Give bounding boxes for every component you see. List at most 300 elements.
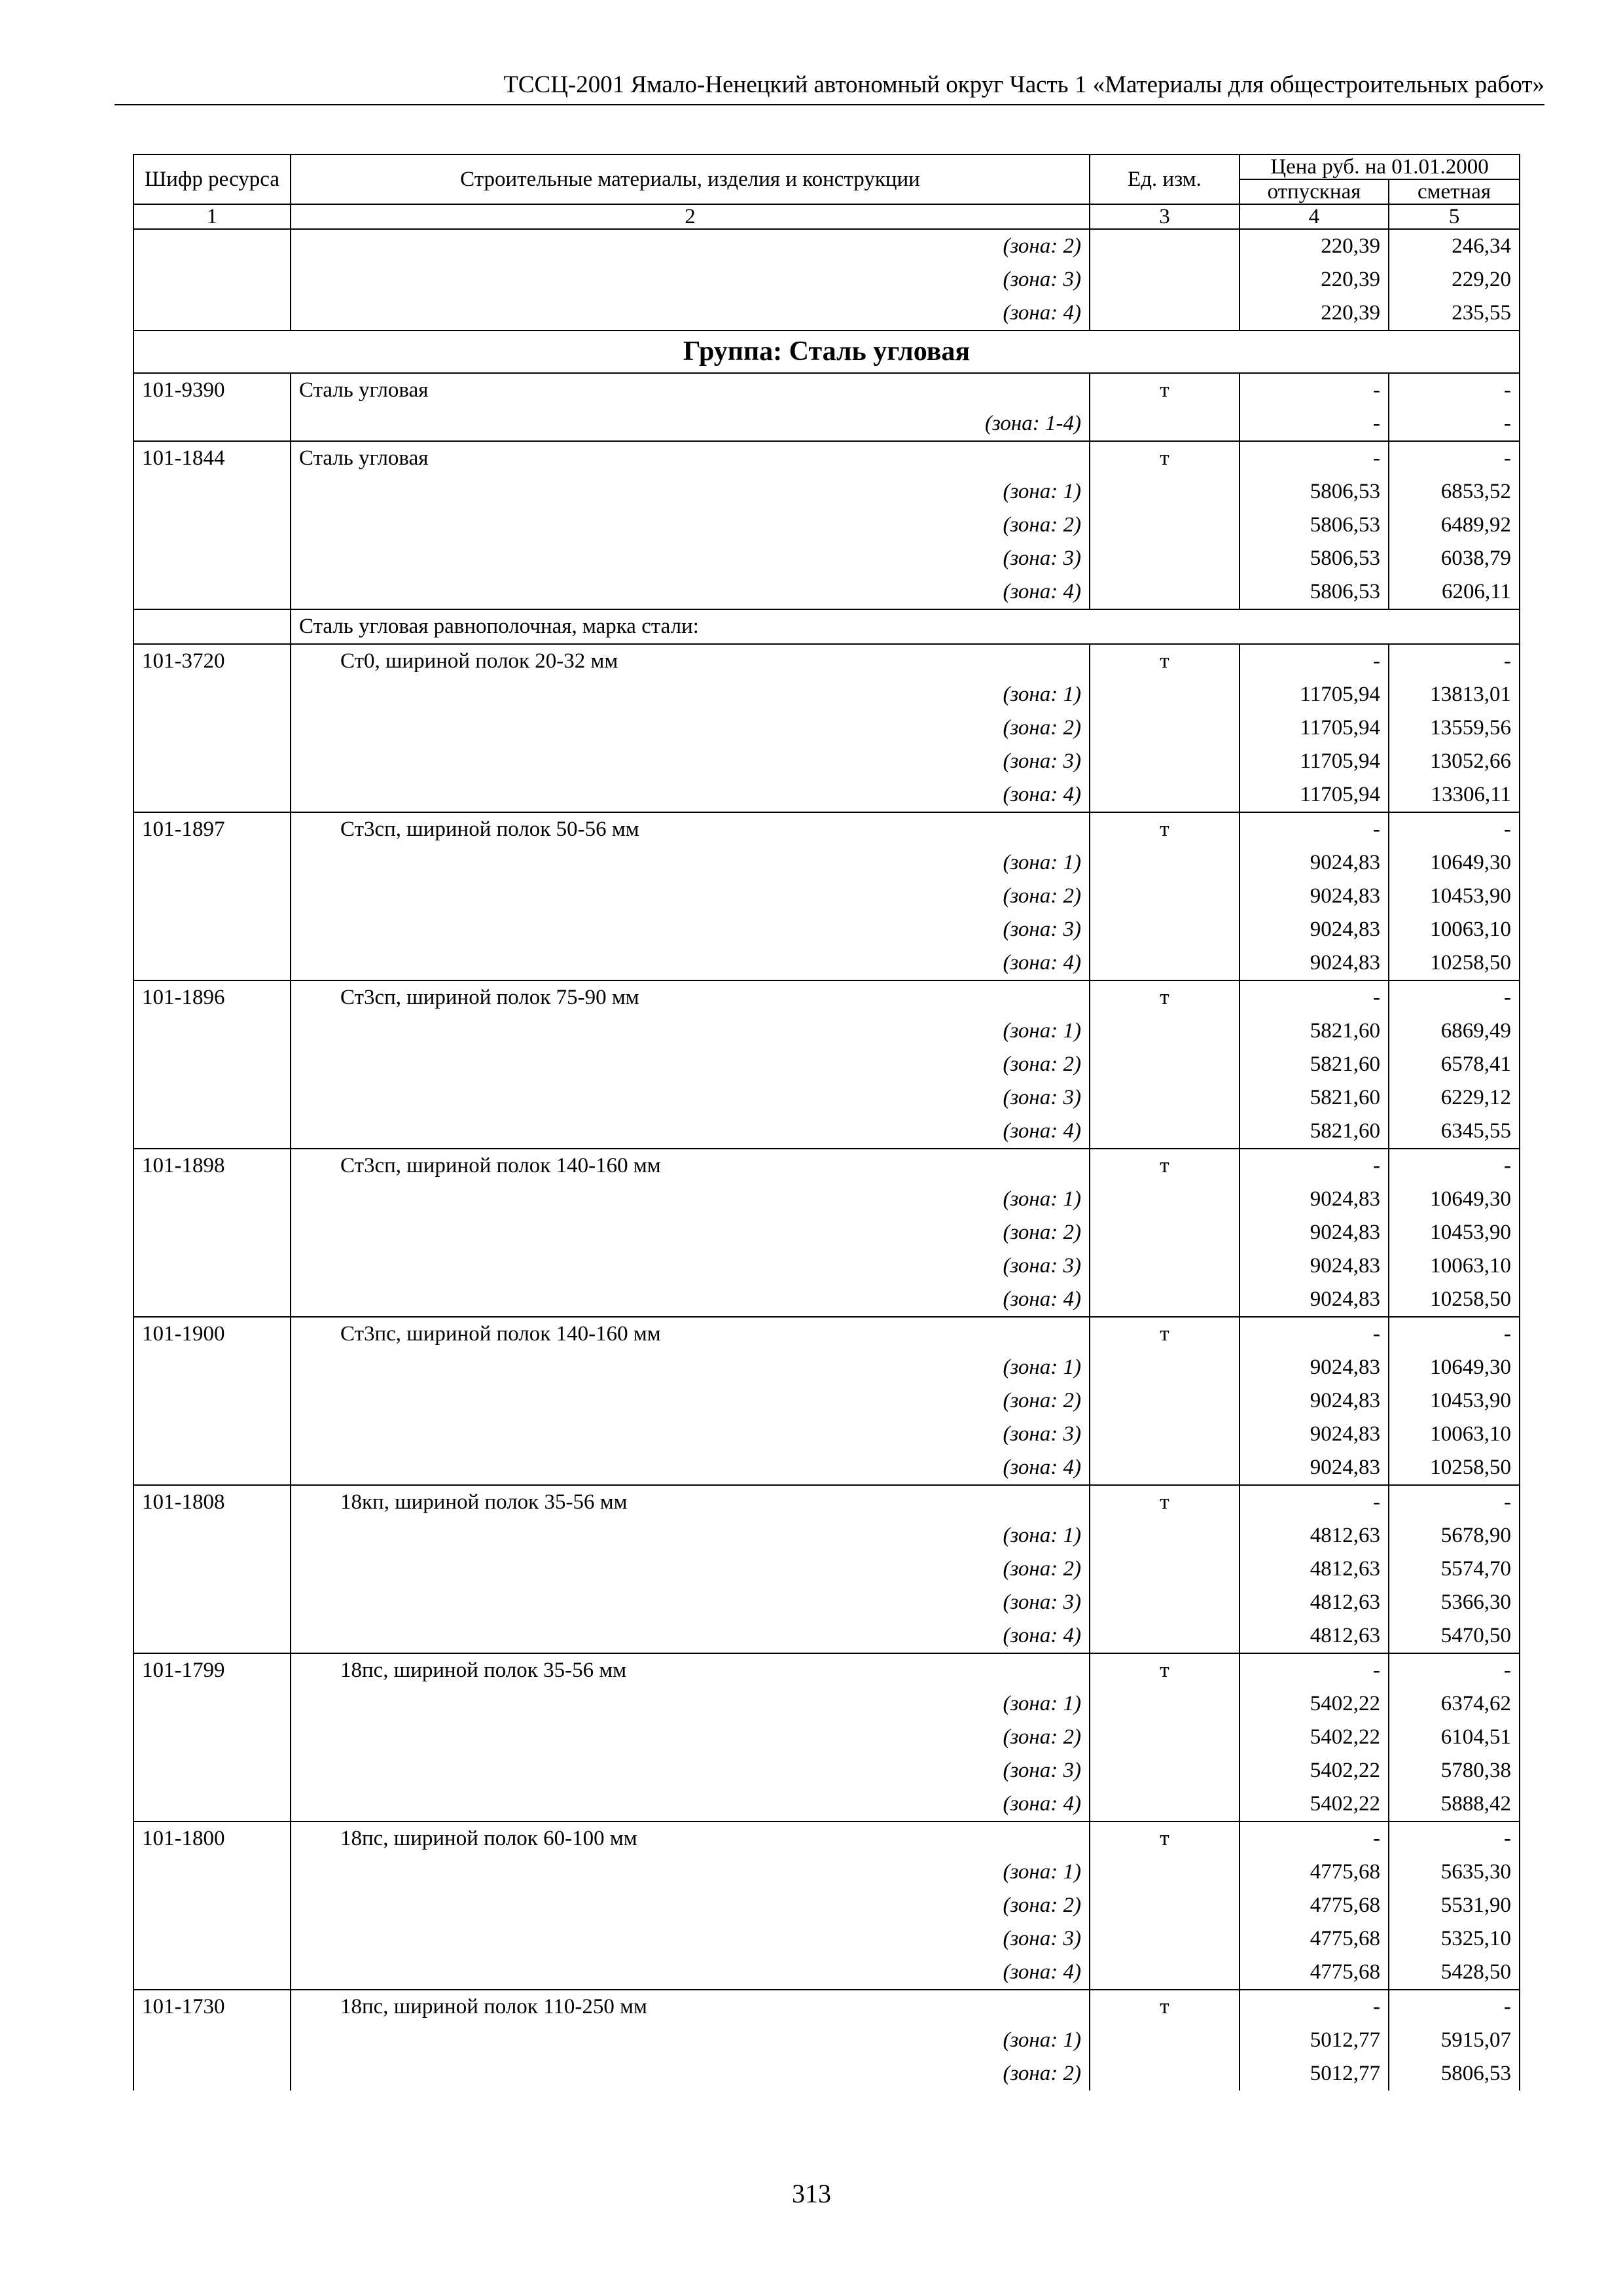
zone-label: (зона: 2) <box>291 1048 1090 1081</box>
material-name: Ст3сп, шириной полок 140-160 мм <box>291 1149 1090 1183</box>
release-price-cell: 5821,60 <box>1240 1081 1389 1115</box>
estimate-price-cell: 235,55 <box>1389 296 1520 331</box>
col-number-3: 3 <box>1090 204 1240 229</box>
release-price-cell: 5402,22 <box>1240 1687 1389 1721</box>
table-row <box>134 441 1520 475</box>
zone-row <box>134 1081 1520 1115</box>
release-price-cell: 4812,63 <box>1240 1552 1389 1586</box>
estimate-price-cell: - <box>1389 812 1520 846</box>
release-price-cell: 4812,63 <box>1240 1619 1389 1653</box>
release-price-cell: 11705,94 <box>1240 711 1389 745</box>
unit-cell <box>1090 1183 1240 1216</box>
zone-row <box>134 678 1520 711</box>
resource-code-cell <box>134 1519 291 1552</box>
zone-row <box>134 1956 1520 1990</box>
resource-code-cell <box>134 407 291 441</box>
zone-row <box>134 1619 1520 1653</box>
resource-code-cell <box>134 542 291 575</box>
estimate-price-cell: 5888,42 <box>1389 1787 1520 1821</box>
resource-code-cell <box>134 1451 291 1485</box>
resource-code-cell <box>134 946 291 980</box>
col-number-5: 5 <box>1389 204 1520 229</box>
estimate-price-cell: 246,34 <box>1389 229 1520 263</box>
table-row <box>134 1149 1520 1183</box>
resource-code-cell <box>134 1283 291 1317</box>
estimate-price-cell: 13559,56 <box>1389 711 1520 745</box>
group-header-row <box>134 331 1520 373</box>
resource-code-cell: 101-1808 <box>134 1485 291 1519</box>
unit-cell <box>1090 2024 1240 2057</box>
zone-label: (зона: 1-4) <box>291 407 1090 441</box>
unit-cell <box>1090 1619 1240 1653</box>
resource-code-cell <box>134 296 291 331</box>
estimate-price-cell: 5470,50 <box>1389 1619 1520 1653</box>
zone-row <box>134 2024 1520 2057</box>
zone-label: (зона: 2) <box>291 509 1090 542</box>
resource-code-cell <box>134 1754 291 1787</box>
unit-cell <box>1090 1451 1240 1485</box>
table-row <box>134 812 1520 846</box>
resource-code-cell <box>134 509 291 542</box>
subgroup-title: Сталь угловая равнополочная, марка стали: <box>291 609 1520 644</box>
estimate-price-cell: 10649,30 <box>1389 846 1520 880</box>
estimate-price-cell: 10063,10 <box>1389 913 1520 946</box>
resource-code-cell <box>134 1351 291 1384</box>
estimate-price-cell: 6345,55 <box>1389 1115 1520 1149</box>
zone-label: (зона: 2) <box>291 1216 1090 1249</box>
resource-code-cell: 101-1799 <box>134 1653 291 1687</box>
unit-cell: т <box>1090 1317 1240 1351</box>
resource-code-cell <box>134 678 291 711</box>
unit-cell <box>1090 1216 1240 1249</box>
release-price-cell: - <box>1240 373 1389 407</box>
zone-row <box>134 1519 1520 1552</box>
estimate-price-cell: 5366,30 <box>1389 1586 1520 1619</box>
resource-code-cell: 101-9390 <box>134 373 291 407</box>
release-price-cell: - <box>1240 980 1389 1014</box>
release-price-cell: 9024,83 <box>1240 1249 1389 1283</box>
unit-cell <box>1090 1787 1240 1821</box>
unit-cell: т <box>1090 373 1240 407</box>
unit-cell <box>1090 946 1240 980</box>
unit-cell: т <box>1090 1485 1240 1519</box>
unit-cell <box>1090 1283 1240 1317</box>
zone-label: (зона: 2) <box>291 1889 1090 1922</box>
zone-row <box>134 1721 1520 1754</box>
estimate-price-cell: 10258,50 <box>1389 1451 1520 1485</box>
col-header-name: Строительные материалы, изделия и конструкции <box>291 154 1090 204</box>
unit-cell <box>1090 1014 1240 1048</box>
release-price-cell: - <box>1240 812 1389 846</box>
release-price-cell: 9024,83 <box>1240 846 1389 880</box>
zone-label: (зона: 4) <box>291 1283 1090 1317</box>
release-price-cell: 220,39 <box>1240 229 1389 263</box>
resource-code-cell <box>134 229 291 263</box>
unit-cell <box>1090 296 1240 331</box>
zone-row <box>134 1451 1520 1485</box>
release-price-cell: - <box>1240 1149 1389 1183</box>
estimate-price-cell: 6038,79 <box>1389 542 1520 575</box>
release-price-cell: 9024,83 <box>1240 1216 1389 1249</box>
release-price-cell: 5402,22 <box>1240 1721 1389 1754</box>
estimate-price-cell: 6869,49 <box>1389 1014 1520 1048</box>
zone-row <box>134 880 1520 913</box>
table-row <box>134 980 1520 1014</box>
resource-code-cell <box>134 2024 291 2057</box>
zone-label: (зона: 4) <box>291 1956 1090 1990</box>
estimate-price-cell: 6853,52 <box>1389 475 1520 509</box>
zone-row <box>134 846 1520 880</box>
release-price-cell: 9024,83 <box>1240 1418 1389 1451</box>
release-price-cell: - <box>1240 1653 1389 1687</box>
zone-label: (зона: 4) <box>291 1115 1090 1149</box>
release-price-cell: 5806,53 <box>1240 575 1389 609</box>
release-price-cell: 5806,53 <box>1240 509 1389 542</box>
release-price-cell: 9024,83 <box>1240 1351 1389 1384</box>
zone-label: (зона: 4) <box>291 778 1090 812</box>
material-name: 18кп, шириной полок 35-56 мм <box>291 1485 1090 1519</box>
release-price-cell: - <box>1240 644 1389 678</box>
unit-cell: т <box>1090 441 1240 475</box>
release-price-cell: 220,39 <box>1240 263 1389 296</box>
release-price-cell: - <box>1240 1821 1389 1856</box>
estimate-price-cell: 10258,50 <box>1389 1283 1520 1317</box>
zone-row <box>134 407 1520 441</box>
unit-cell: т <box>1090 1821 1240 1856</box>
zone-row <box>134 296 1520 331</box>
estimate-price-cell: - <box>1389 373 1520 407</box>
resource-code-cell <box>134 846 291 880</box>
col-header-estimate-price: сметная <box>1389 179 1520 204</box>
zone-label: (зона: 1) <box>291 2024 1090 2057</box>
resource-code-cell <box>134 1889 291 1922</box>
estimate-price-cell: 10063,10 <box>1389 1249 1520 1283</box>
estimate-price-cell: - <box>1389 1485 1520 1519</box>
estimate-price-cell: 10063,10 <box>1389 1418 1520 1451</box>
unit-cell <box>1090 1956 1240 1990</box>
col-header-release-price: отпускная <box>1240 179 1389 204</box>
estimate-price-cell: 10649,30 <box>1389 1183 1520 1216</box>
resource-code-cell: 101-1844 <box>134 441 291 475</box>
zone-label: (зона: 2) <box>291 229 1090 263</box>
estimate-price-cell: 13306,11 <box>1389 778 1520 812</box>
resource-code-cell <box>134 1856 291 1889</box>
release-price-cell: 5806,53 <box>1240 475 1389 509</box>
estimate-price-cell: - <box>1389 1149 1520 1183</box>
resource-code-cell <box>134 1216 291 1249</box>
zone-row <box>134 1552 1520 1586</box>
unit-cell <box>1090 229 1240 263</box>
zone-label: (зона: 1) <box>291 1687 1090 1721</box>
zone-row <box>134 1216 1520 1249</box>
zone-row <box>134 1183 1520 1216</box>
col-number-2: 2 <box>291 204 1090 229</box>
zone-row <box>134 1249 1520 1283</box>
unit-cell <box>1090 1418 1240 1451</box>
resource-code-cell <box>134 1922 291 1956</box>
estimate-price-cell: 5780,38 <box>1389 1754 1520 1787</box>
resource-code-cell: 101-3720 <box>134 644 291 678</box>
resource-code-cell <box>134 1586 291 1619</box>
zone-row <box>134 1418 1520 1451</box>
material-name: Сталь угловая <box>291 441 1090 475</box>
resource-code-cell: 101-1897 <box>134 812 291 846</box>
material-name: Ст3сп, шириной полок 50-56 мм <box>291 812 1090 846</box>
estimate-price-cell: 6229,12 <box>1389 1081 1520 1115</box>
resource-code-cell <box>134 1552 291 1586</box>
release-price-cell: - <box>1240 1990 1389 2024</box>
release-price-cell: 5402,22 <box>1240 1787 1389 1821</box>
zone-row <box>134 229 1520 263</box>
release-price-cell: 220,39 <box>1240 296 1389 331</box>
zone-label: (зона: 3) <box>291 913 1090 946</box>
table-body <box>134 229 1520 2090</box>
resource-code-cell <box>134 2057 291 2090</box>
unit-cell <box>1090 1754 1240 1787</box>
release-price-cell: 11705,94 <box>1240 778 1389 812</box>
release-price-cell: 4775,68 <box>1240 1956 1389 1990</box>
zone-row <box>134 1351 1520 1384</box>
unit-cell: т <box>1090 1149 1240 1183</box>
header-divider <box>115 104 1544 105</box>
resource-code-cell <box>134 1081 291 1115</box>
unit-cell <box>1090 1081 1240 1115</box>
zone-label: (зона: 3) <box>291 1249 1090 1283</box>
page-header-title: ТССЦ-2001 Ямало-Ненецкий автономный округ Часть 1 «Материалы для общестроительных работ» <box>503 71 1544 98</box>
resource-code-cell <box>134 1048 291 1081</box>
material-name: 18пс, шириной полок 60-100 мм <box>291 1821 1090 1856</box>
zone-label: (зона: 4) <box>291 946 1090 980</box>
estimate-price-cell: 5806,53 <box>1389 2057 1520 2090</box>
estimate-price-cell: 6374,62 <box>1389 1687 1520 1721</box>
unit-cell <box>1090 1552 1240 1586</box>
estimate-price-cell: 5574,70 <box>1389 1552 1520 1586</box>
unit-cell <box>1090 1351 1240 1384</box>
estimate-price-cell: 10453,90 <box>1389 880 1520 913</box>
unit-cell <box>1090 1889 1240 1922</box>
zone-row <box>134 711 1520 745</box>
release-price-cell: 5821,60 <box>1240 1048 1389 1081</box>
unit-cell: т <box>1090 1653 1240 1687</box>
release-price-cell: 9024,83 <box>1240 1283 1389 1317</box>
resource-code-cell <box>134 1721 291 1754</box>
unit-cell <box>1090 475 1240 509</box>
col-header-code: Шифр ресурса <box>134 154 291 204</box>
resource-code-cell: 101-1730 <box>134 1990 291 2024</box>
release-price-cell: - <box>1240 1317 1389 1351</box>
zone-label: (зона: 1) <box>291 1519 1090 1552</box>
resource-code-cell <box>134 745 291 778</box>
page-number: 313 <box>792 2179 831 2208</box>
unit-cell <box>1090 1249 1240 1283</box>
unit-cell <box>1090 509 1240 542</box>
zone-label: (зона: 1) <box>291 475 1090 509</box>
zone-label: (зона: 2) <box>291 1384 1090 1418</box>
zone-label: (зона: 3) <box>291 1754 1090 1787</box>
release-price-cell: 5012,77 <box>1240 2024 1389 2057</box>
zone-label: (зона: 3) <box>291 1081 1090 1115</box>
zone-row <box>134 263 1520 296</box>
zone-row <box>134 1787 1520 1821</box>
zone-label: (зона: 3) <box>291 1922 1090 1956</box>
zone-row <box>134 946 1520 980</box>
zone-label: (зона: 3) <box>291 1418 1090 1451</box>
zone-label: (зона: 3) <box>291 745 1090 778</box>
zone-label: (зона: 1) <box>291 1183 1090 1216</box>
zone-label: (зона: 4) <box>291 1619 1090 1653</box>
unit-cell <box>1090 575 1240 609</box>
unit-cell <box>1090 1384 1240 1418</box>
table-row <box>134 1317 1520 1351</box>
unit-cell <box>1090 1519 1240 1552</box>
estimate-price-cell: 13813,01 <box>1389 678 1520 711</box>
release-price-cell: 9024,83 <box>1240 913 1389 946</box>
unit-cell <box>1090 1586 1240 1619</box>
resource-code-cell <box>134 575 291 609</box>
estimate-price-cell: 6104,51 <box>1389 1721 1520 1754</box>
release-price-cell: 4775,68 <box>1240 1889 1389 1922</box>
zone-label: (зона: 4) <box>291 575 1090 609</box>
unit-cell <box>1090 2057 1240 2090</box>
resource-code-cell <box>134 913 291 946</box>
table-row <box>134 373 1520 407</box>
resource-code-cell <box>134 880 291 913</box>
resource-code-cell: 101-1898 <box>134 1149 291 1183</box>
unit-cell <box>1090 1115 1240 1149</box>
release-price-cell: - <box>1240 441 1389 475</box>
release-price-cell: 4812,63 <box>1240 1519 1389 1552</box>
estimate-price-cell: - <box>1389 644 1520 678</box>
release-price-cell: 5821,60 <box>1240 1115 1389 1149</box>
zone-row <box>134 1922 1520 1956</box>
material-name: 18пс, шириной полок 35-56 мм <box>291 1653 1090 1687</box>
group-title: Группа: Сталь угловая <box>134 331 1520 373</box>
material-name: 18пс, шириной полок 110-250 мм <box>291 1990 1090 2024</box>
unit-cell <box>1090 407 1240 441</box>
estimate-price-cell: - <box>1389 1821 1520 1856</box>
zone-label: (зона: 3) <box>291 1586 1090 1619</box>
zone-label: (зона: 4) <box>291 1787 1090 1821</box>
unit-cell <box>1090 678 1240 711</box>
unit-cell <box>1090 263 1240 296</box>
estimate-price-cell: 10453,90 <box>1389 1216 1520 1249</box>
estimate-price-cell: 5635,30 <box>1389 1856 1520 1889</box>
table-row <box>134 1653 1520 1687</box>
estimate-price-cell: - <box>1389 1653 1520 1687</box>
unit-cell <box>1090 542 1240 575</box>
zone-label: (зона: 2) <box>291 1721 1090 1754</box>
estimate-price-cell: 6489,92 <box>1389 509 1520 542</box>
table-row <box>134 644 1520 678</box>
resource-code-cell <box>134 1115 291 1149</box>
zone-row <box>134 1889 1520 1922</box>
release-price-cell: 5821,60 <box>1240 1014 1389 1048</box>
col-header-price-group: Цена руб. на 01.01.2000 <box>1240 154 1520 179</box>
release-price-cell: 9024,83 <box>1240 880 1389 913</box>
unit-cell <box>1090 880 1240 913</box>
resource-code-cell <box>134 609 291 644</box>
unit-cell <box>1090 778 1240 812</box>
resource-code-cell <box>134 263 291 296</box>
release-price-cell: 4775,68 <box>1240 1922 1389 1956</box>
material-name: Ст3сп, шириной полок 75-90 мм <box>291 980 1090 1014</box>
release-price-cell: 4812,63 <box>1240 1586 1389 1619</box>
release-price-cell: 9024,83 <box>1240 1384 1389 1418</box>
zone-row <box>134 1014 1520 1048</box>
resource-code-cell <box>134 475 291 509</box>
release-price-cell: 5012,77 <box>1240 2057 1389 2090</box>
unit-cell <box>1090 1048 1240 1081</box>
material-name: Сталь угловая <box>291 373 1090 407</box>
estimate-price-cell: 10453,90 <box>1389 1384 1520 1418</box>
estimate-price-cell: - <box>1389 1317 1520 1351</box>
resource-code-cell: 101-1896 <box>134 980 291 1014</box>
zone-label: (зона: 2) <box>291 2057 1090 2090</box>
zone-row <box>134 1283 1520 1317</box>
release-price-cell: 4775,68 <box>1240 1856 1389 1889</box>
table-row <box>134 1990 1520 2024</box>
zone-row <box>134 913 1520 946</box>
unit-cell: т <box>1090 812 1240 846</box>
table-row <box>134 1485 1520 1519</box>
resource-code-cell <box>134 1787 291 1821</box>
resource-code-cell <box>134 1418 291 1451</box>
estimate-price-cell: - <box>1389 441 1520 475</box>
zone-label: (зона: 1) <box>291 1014 1090 1048</box>
material-name: Ст0, шириной полок 20-32 мм <box>291 644 1090 678</box>
zone-row <box>134 2057 1520 2090</box>
zone-label: (зона: 1) <box>291 846 1090 880</box>
resource-code-cell: 101-1800 <box>134 1821 291 1856</box>
zone-label: (зона: 4) <box>291 296 1090 331</box>
estimate-price-cell: 5325,10 <box>1389 1922 1520 1956</box>
unit-cell <box>1090 1856 1240 1889</box>
zone-row <box>134 778 1520 812</box>
release-price-cell: 9024,83 <box>1240 1451 1389 1485</box>
unit-cell <box>1090 1687 1240 1721</box>
resource-code-cell <box>134 711 291 745</box>
release-price-cell: 11705,94 <box>1240 745 1389 778</box>
unit-cell <box>1090 1922 1240 1956</box>
unit-cell <box>1090 1721 1240 1754</box>
release-price-cell: 5806,53 <box>1240 542 1389 575</box>
zone-row <box>134 1586 1520 1619</box>
resource-code-cell <box>134 778 291 812</box>
zone-row <box>134 745 1520 778</box>
estimate-price-cell: 229,20 <box>1389 263 1520 296</box>
zone-row <box>134 509 1520 542</box>
resource-code-cell <box>134 1183 291 1216</box>
unit-cell <box>1090 711 1240 745</box>
estimate-price-cell: 5678,90 <box>1389 1519 1520 1552</box>
release-price-cell: - <box>1240 407 1389 441</box>
estimate-price-cell: 5915,07 <box>1389 2024 1520 2057</box>
unit-cell: т <box>1090 980 1240 1014</box>
estimate-price-cell: 5531,90 <box>1389 1889 1520 1922</box>
unit-cell: т <box>1090 644 1240 678</box>
zone-row <box>134 1384 1520 1418</box>
unit-cell <box>1090 846 1240 880</box>
zone-label: (зона: 2) <box>291 880 1090 913</box>
col-number-1: 1 <box>134 204 291 229</box>
zone-row <box>134 1754 1520 1787</box>
zone-row <box>134 1115 1520 1149</box>
resource-code-cell <box>134 1249 291 1283</box>
resource-code-cell <box>134 1956 291 1990</box>
estimate-price-cell: - <box>1389 1990 1520 2024</box>
zone-label: (зона: 2) <box>291 711 1090 745</box>
subgroup-header-row <box>134 609 1520 644</box>
